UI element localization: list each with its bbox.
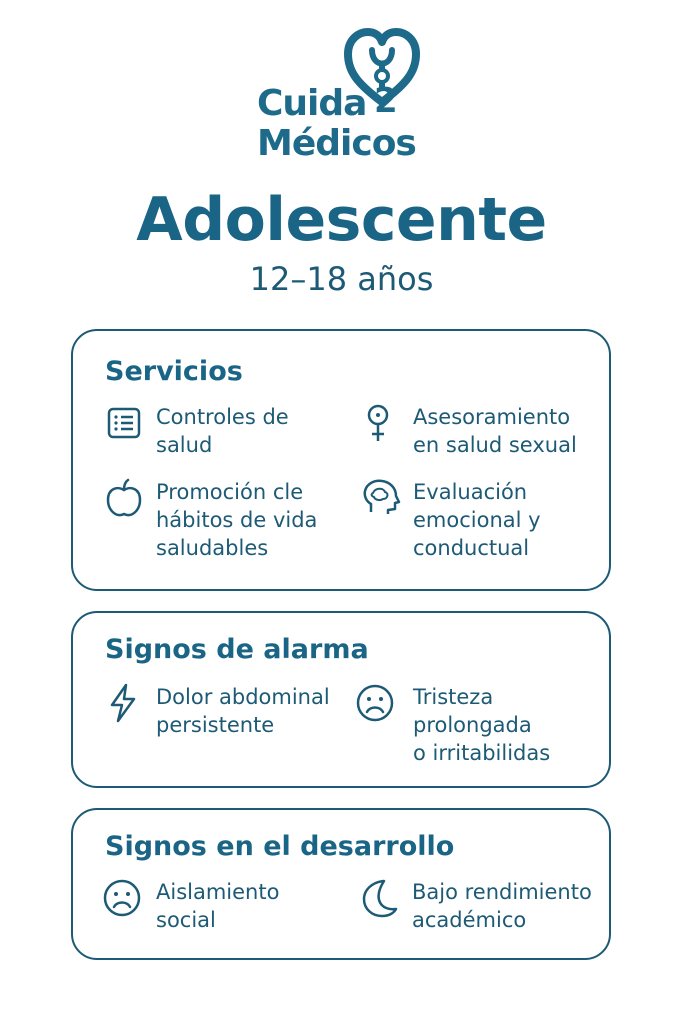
alarm-label: Tristeza prolongada o irritabilidas bbox=[413, 685, 551, 765]
service-label: Evaluación emocional y conductual bbox=[413, 480, 541, 560]
logo-line-2: Médicos bbox=[257, 123, 416, 164]
moon-icon bbox=[360, 878, 400, 918]
sad-face-icon bbox=[102, 878, 142, 918]
servicios-card bbox=[71, 329, 611, 591]
alarma-heading: Signos de alarma bbox=[105, 634, 369, 665]
page-title: Adolescente bbox=[136, 185, 547, 255]
desarrollo-card bbox=[71, 808, 611, 960]
development-label: Bajo rendimiento académico bbox=[412, 880, 592, 932]
development-label: Aislamiento social bbox=[156, 880, 280, 932]
female-symbol-icon bbox=[361, 403, 401, 443]
alarm-label: Dolor abdominal persistente bbox=[156, 685, 330, 737]
service-label: Promoción cle hábitos de vida saludables bbox=[156, 480, 318, 560]
sad-face-icon bbox=[355, 683, 395, 723]
alarma-card bbox=[71, 611, 611, 788]
lightning-icon bbox=[104, 683, 144, 723]
desarrollo-heading: Signos en el desarrollo bbox=[105, 831, 455, 862]
logo-line-1: Cuida bbox=[257, 83, 367, 124]
apple-icon bbox=[104, 478, 144, 518]
logo bbox=[0, 0, 683, 175]
head-profile-icon bbox=[361, 478, 401, 518]
service-label: Controles de salud bbox=[156, 405, 289, 457]
servicios-heading: Servicios bbox=[105, 356, 243, 387]
logo-number: 2 bbox=[374, 81, 398, 121]
service-label: Asesoramiento en salud sexual bbox=[413, 405, 577, 457]
checklist-icon bbox=[104, 403, 144, 443]
age-range: 12–18 años bbox=[249, 260, 434, 298]
